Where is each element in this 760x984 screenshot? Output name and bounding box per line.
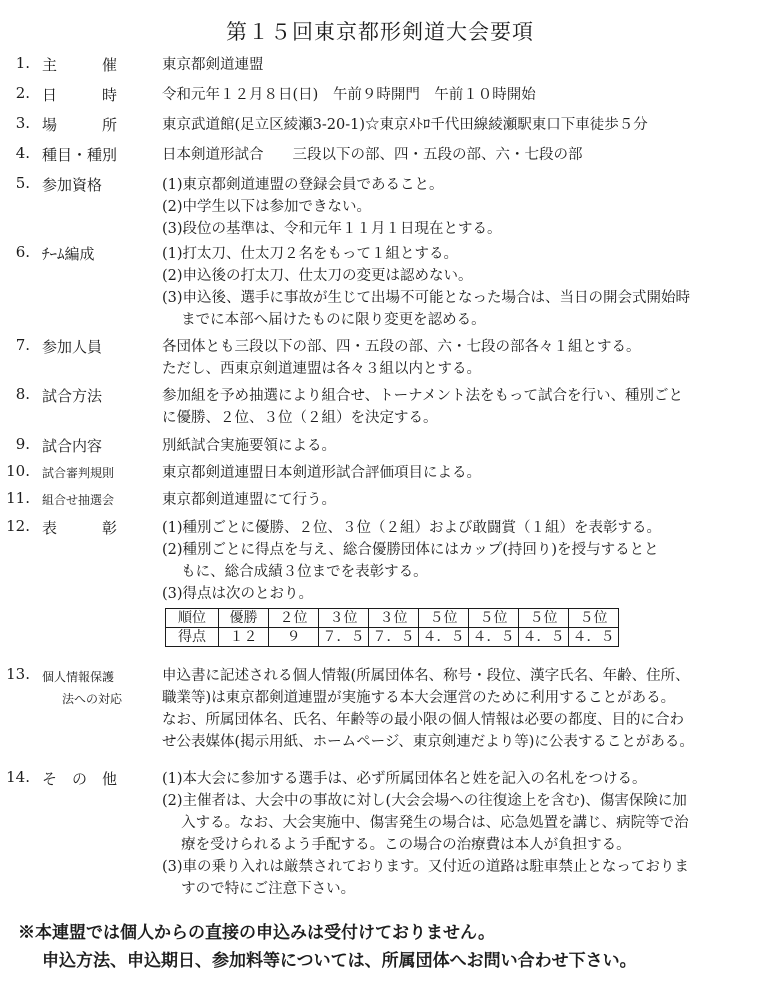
section-number: 13. [6, 665, 30, 683]
section-label: ﾁｰﾑ編成 [42, 245, 95, 263]
section-content [162, 114, 648, 136]
table-cell: ４．５ [569, 628, 619, 647]
content-line: 職業等)は東京都剣道連盟が実施する本大会運営のために利用することがある。 [162, 690, 676, 706]
content-line: 東京都剣道連盟日本剣道形試合評価項目による。 [162, 465, 481, 481]
table-cell: ２位 [269, 609, 319, 628]
content-line: なお、所属団体名、氏名、年齢等の最小限の個人情報は必要の都度、目的に合わ [162, 712, 684, 728]
section-content [162, 174, 502, 240]
section-number: 8. [15, 385, 30, 403]
table-cell: ９ [269, 628, 319, 647]
section-label: 組合せ抽選会 [42, 493, 115, 507]
content-line: (1)東京都剣道連盟の登録会員であること。 [162, 177, 444, 193]
content-line: 入する。なお、大会実施中、傷害発生の場合は、応急処置を講じ、病院等で治 [162, 815, 689, 831]
content-line: せ公表媒体(掲示用紙、ホームページ、東京剣連だより等)に公表することがある。 [162, 734, 694, 750]
section-label-line2: 法への対応 [62, 692, 123, 706]
table-cell: ４．５ [469, 628, 519, 647]
section-content [162, 462, 481, 484]
content-line: (3)得点は次のとおり。 [162, 586, 314, 602]
content-line: (1)本大会に参加する選手は、必ず所属団体名と姓を記入の名札をつける。 [162, 771, 647, 787]
table-cell: ４．５ [519, 628, 569, 647]
section-content [162, 665, 694, 753]
section-content [162, 768, 689, 900]
section-label: 試合方法 [42, 387, 103, 405]
section-label: 試合内容 [42, 437, 103, 455]
table-cell: ７．５ [369, 628, 419, 647]
table-cell: ３位 [319, 609, 369, 628]
content-line: 各団体とも三段以下の部、四・五段の部、六・七段の部各々１組とする。 [162, 339, 641, 355]
section-label: 種目・種別 [42, 146, 118, 164]
table-cell: 得点 [166, 628, 219, 647]
section-content [162, 385, 683, 429]
section-content [162, 517, 661, 605]
table-cell: ７．５ [319, 628, 369, 647]
content-line: 東京都剣道連盟にて行う。 [162, 492, 336, 508]
section-number: 12. [6, 517, 30, 535]
content-line: (1)打太刀、仕太刀２名をもって１組とする。 [162, 246, 459, 262]
section-content [162, 84, 536, 106]
section-number: 5. [15, 174, 30, 192]
section-label: そ の 他 [42, 770, 118, 788]
content-line: (2)種別ごとに得点を与え、総合優勝団体にはカップ(持回り)を授与するとと [162, 542, 659, 558]
section-content [162, 435, 336, 457]
notice-line-1: ※本連盟では個人からの直接の申込みは受付けておりません。 [18, 923, 496, 943]
document-title: 第１５回東京都形剣道大会要項 [226, 20, 534, 44]
table-cell: ５位 [519, 609, 569, 628]
table-cell: １２ [219, 628, 269, 647]
section-number: 11. [6, 489, 30, 507]
content-line: 日本剣道形試合 三段以下の部、四・五段の部、六・七段の部 [162, 147, 583, 163]
section-number: 1. [15, 54, 30, 72]
section-label: 場 所 [42, 116, 118, 134]
table-cell: ５位 [419, 609, 469, 628]
section-number: 3. [15, 114, 30, 132]
section-content [162, 54, 264, 76]
content-line: (2)主催者は、大会中の事故に対し(大会会場への往復途上を含む)、傷害保険に加 [162, 793, 687, 809]
section-label: 表 彰 [42, 519, 118, 537]
content-line: (3)車の乗り入れは厳禁されております。又付近の道路は駐車禁止となっておりま [162, 859, 689, 875]
content-line: (2)申込後の打太刀、仕太刀の変更は認めない。 [162, 268, 473, 284]
section-content [162, 243, 690, 331]
section-number: 9. [15, 435, 30, 453]
table-row [166, 609, 619, 628]
section-number: 7. [15, 336, 30, 354]
table-cell: 順位 [166, 609, 219, 628]
section-content [162, 336, 641, 380]
content-line: (3)申込後、選手に事故が生じて出場不可能となった場合は、当日の開会式開始時 [162, 290, 691, 306]
content-line: までに本部へ届けたものに限り変更を認める。 [162, 312, 486, 328]
content-line: 別紙試合実施要領による。 [162, 438, 336, 454]
content-line: 東京都剣道連盟 [162, 57, 264, 73]
content-line: に優勝、２位、３位（２組）を決定する。 [162, 410, 438, 426]
content-line: もに、総合成績３位までを表彰する。 [162, 564, 428, 580]
section-label: 日 時 [42, 86, 118, 104]
section-number: 6. [15, 243, 30, 261]
content-line: 東京武道館(足立区綾瀬3-20-1)☆東京ﾒﾄﾛ千代田線綾瀬駅東口下車徒歩５分 [162, 117, 648, 133]
section-label: 参加人員 [42, 338, 103, 356]
content-line: (3)段位の基準は、令和元年１１月１日現在とする。 [162, 221, 502, 237]
section-number: 4. [15, 144, 30, 162]
table-cell: ３位 [369, 609, 419, 628]
section-label: 個人情報保護 [42, 670, 115, 684]
table-cell: 優勝 [219, 609, 269, 628]
content-line: すので特にご注意下さい。 [162, 881, 356, 897]
section-number: 10. [6, 462, 30, 480]
notice-line-2: 申込方法、申込期日、参加料等については、所属団体へお問い合わせ下さい。 [42, 951, 637, 971]
section-number: 2. [15, 84, 30, 102]
content-line: 参加組を予め抽選により組合せ、トーナメント法をもって試合を行い、種別ごと [162, 388, 683, 404]
content-line: 令和元年１２月８日(日) 午前９時開門 午前１０時開始 [162, 87, 536, 103]
section-content [162, 144, 583, 166]
section-label: 試合審判規則 [42, 466, 115, 480]
content-line: 申込書に記述される個人情報(所属団体名、称号・段位、漢字氏名、年齢、住所、 [162, 668, 690, 684]
table-cell: ５位 [469, 609, 519, 628]
section-label: 主 催 [42, 56, 118, 74]
content-line: ただし、西東京剣道連盟は各々３組以内とする。 [162, 361, 481, 377]
content-line: (1)種別ごとに優勝、２位、３位（２組）および敢闘賞（１組）を表彰する。 [162, 520, 662, 536]
table-row [166, 628, 619, 647]
table-cell: ４．５ [419, 628, 469, 647]
content-line: (2)中学生以下は参加できない。 [162, 199, 372, 215]
table-cell: ５位 [569, 609, 619, 628]
content-line: 療を受けられるよう手配する。この場合の治療費は本人が負担する。 [162, 837, 631, 853]
section-number: 14. [6, 768, 30, 786]
section-label: 参加資格 [42, 176, 103, 194]
score-table [165, 608, 619, 647]
section-content [162, 489, 336, 511]
